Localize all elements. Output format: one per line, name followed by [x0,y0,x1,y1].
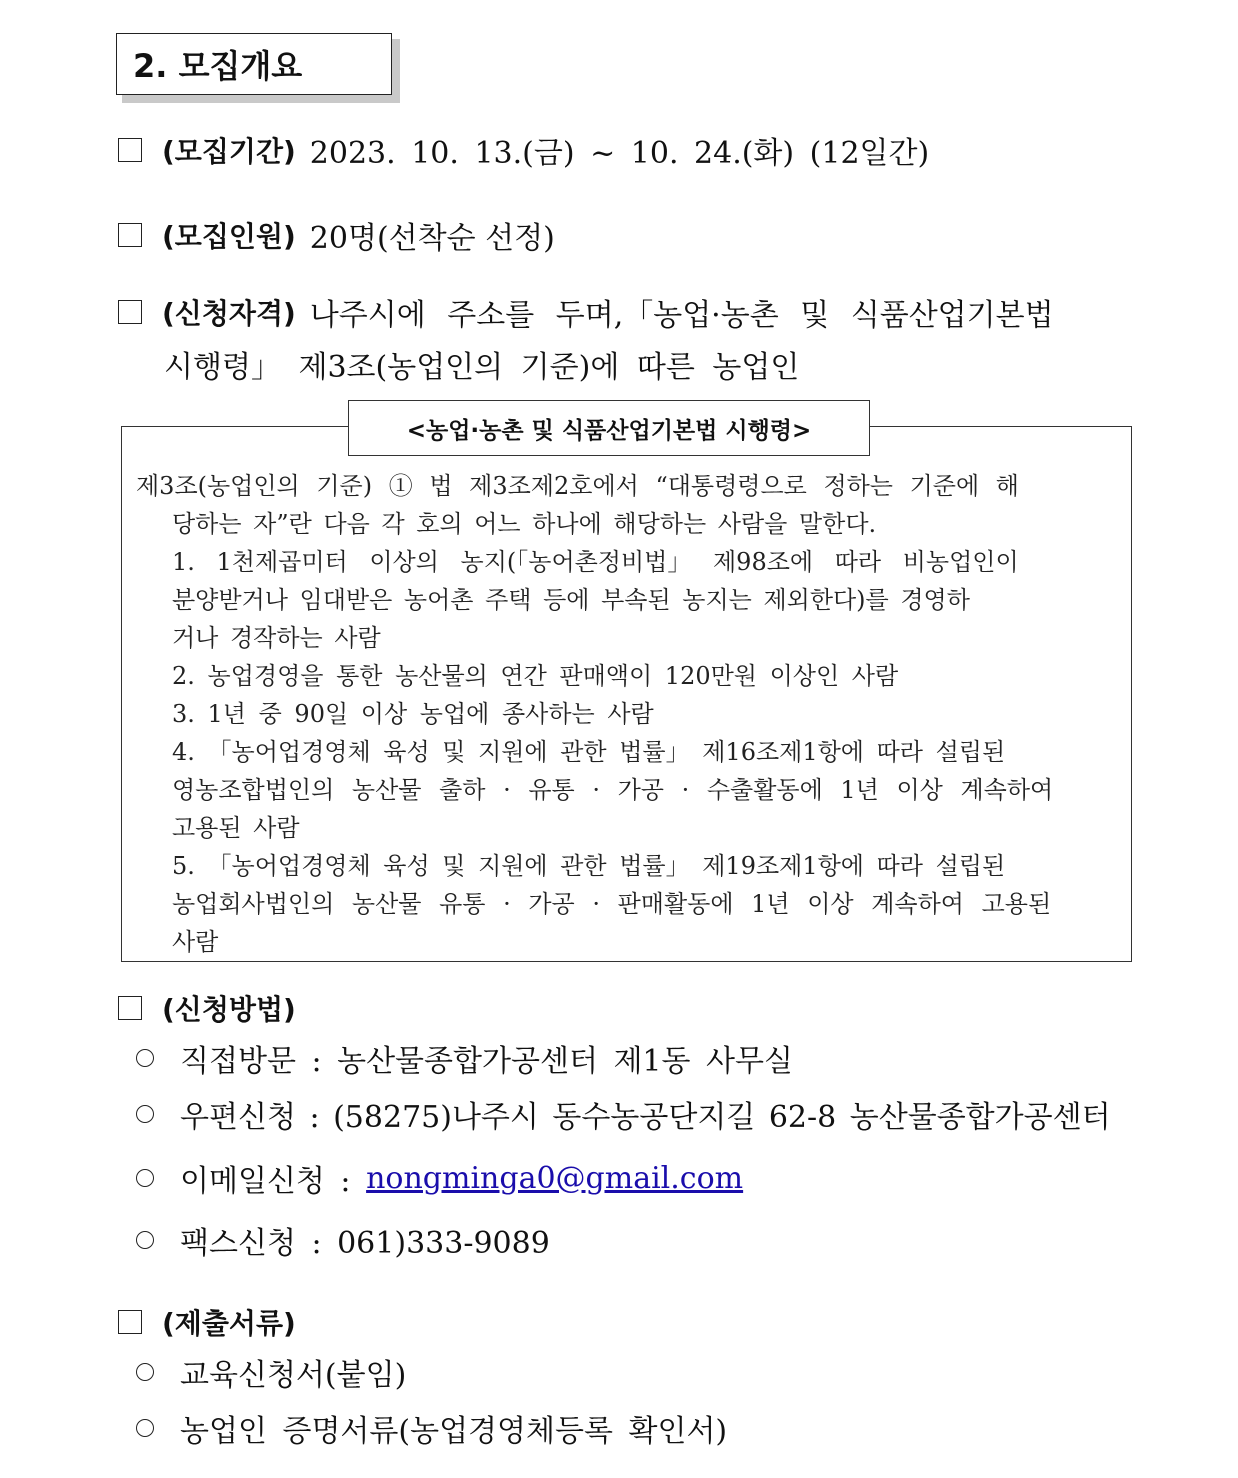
law-line: 5. 「농어업경영체 육성 및 지원에 관한 법률」 제19조제1항에 따라 설립된 [172,852,1006,880]
circle-bullet-icon [136,1419,154,1437]
checkbox-square-icon [118,138,142,162]
law-line: 농업회사법인의 농산물 유통 · 가공 · 판매활동에 1년 이상 계속하여 고용된 [172,890,1052,918]
law-line: 영농조합법인의 농산물 출하 · 유통 · 가공 · 수출활동에 1년 이상 계속하여 [172,776,1054,804]
checkbox-square-icon [118,1310,142,1334]
documents-label: (제출서류) [162,1307,296,1340]
method-item-text: 우편신청 : (58275)나주시 동수농공단지길 62-8 농산물종합가공센터 [180,1100,1111,1135]
recruit-label: (모집인원) [162,220,296,253]
qualification-row [118,290,1054,334]
method-item [136,1156,743,1200]
circle-bullet-icon [136,1363,154,1381]
law-line: 당하는 자”란 다음 각 호의 어느 하나에 해당하는 사람을 말한다. [172,510,877,538]
qualification-line2: 시행령」 제3조(농업인의 기준)에 따른 농업인 [164,350,800,385]
law-line: 4. 「농어업경영체 육성 및 지원에 관한 법률」 제16조제1항에 따라 설립된 [172,738,1006,766]
period-row [118,128,929,172]
section-title: 2. 모집개요 [116,33,392,95]
checkbox-square-icon [118,300,142,324]
document-item-text: 농업인 증명서류(농업경영체등록 확인서) [180,1414,728,1449]
method-item-text: 직접방문 : 농산물종합가공센터 제1동 사무실 [180,1044,793,1079]
checkbox-square-icon [118,996,142,1020]
circle-bullet-icon [136,1049,154,1067]
method-item-text: 팩스신청 : 061)333-9089 [180,1226,550,1261]
law-title: <농업·농촌 및 식품산업기본법 시행령> [348,400,870,456]
method-row [118,988,310,1028]
method-item [136,1036,793,1080]
law-line: 3. 1년 중 90일 이상 농업에 종사하는 사람 [172,700,654,728]
recruit-value: 20명(선착순 선정) [309,221,555,256]
method-item-text: 이메일신청 : [180,1164,367,1199]
law-line: 2. 농업경영을 통한 농산물의 연간 판매액이 120만원 이상인 사람 [172,662,899,690]
law-line: 사람 [172,928,219,956]
document-item [136,1350,406,1394]
checkbox-square-icon [118,223,142,247]
method-label: (신청방법) [162,993,296,1026]
method-item [136,1092,1111,1136]
law-line: 고용된 사람 [172,814,300,842]
documents-row [118,1302,310,1342]
qualification-label: (신청자격) [162,297,296,330]
circle-bullet-icon [136,1169,154,1187]
method-item [136,1218,550,1262]
circle-bullet-icon [136,1231,154,1249]
email-link[interactable]: nongminga0@gmail.com [366,1160,744,1196]
document-item-text: 교육신청서(붙임) [180,1358,407,1393]
period-value: 2023. 10. 13.(금) ~ 10. 24.(화) (12일간) [309,136,930,171]
law-line: 제3조(농업인의 기준) ① 법 제3조제2호에서 “대통령령으로 정하는 기준에 해 [136,472,1019,500]
circle-bullet-icon [136,1105,154,1123]
law-line: 분양받거나 임대받은 농어촌 주택 등에 부속된 농지는 제외한다)를 경영하 [172,586,970,614]
recruit-row [118,213,555,257]
qualification-line1: 나주시에 주소를 두며,「농업·농촌 및 식품산업기본법 [309,298,1054,333]
law-line: 1. 1천제곱미터 이상의 농지(「농어촌정비법」 제98조에 따라 비농업인이 [172,548,1019,576]
law-line: 거나 경작하는 사람 [172,624,381,652]
document-item [136,1406,727,1450]
period-label: (모집기간) [162,135,296,168]
